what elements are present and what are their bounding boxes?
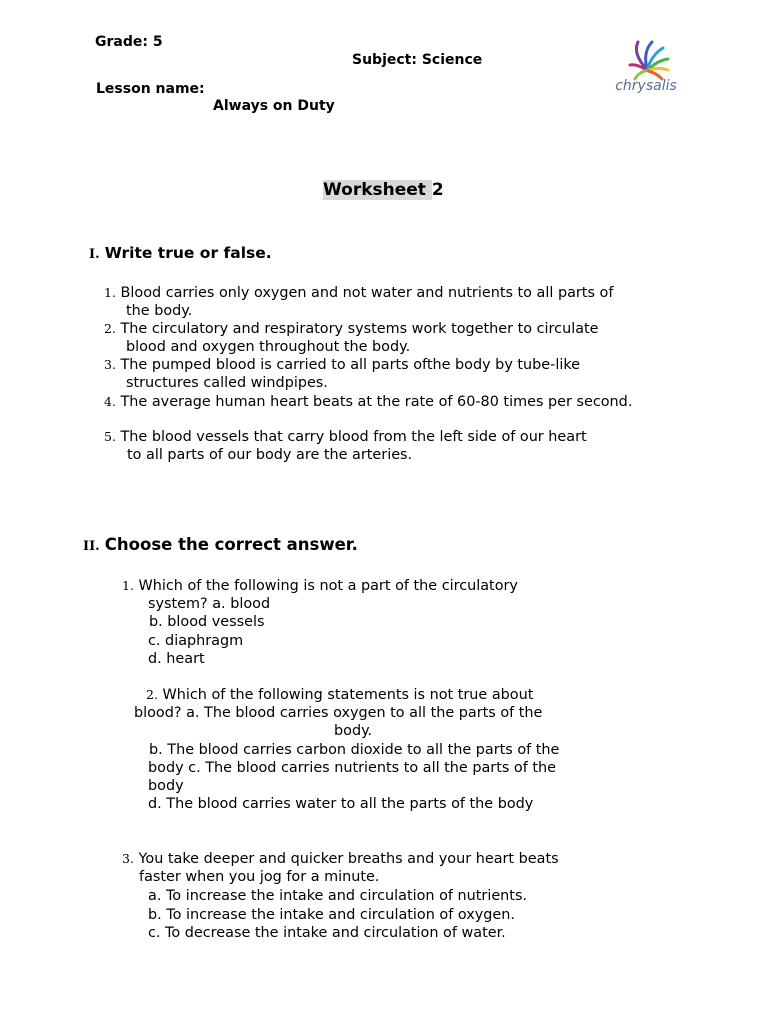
mcq-2-line3: body. bbox=[334, 723, 373, 739]
section-2-heading bbox=[83, 535, 358, 554]
mcq-number: 1. bbox=[122, 578, 134, 593]
tf-item-number: 1. bbox=[104, 285, 116, 300]
tf-item-number: 2. bbox=[104, 321, 116, 336]
grade-label: Grade: 5 bbox=[95, 34, 163, 50]
mcq-2-line6: body bbox=[148, 778, 184, 794]
tf-item-number: 3. bbox=[104, 357, 116, 372]
logo-text: chrysalis bbox=[615, 78, 677, 94]
tf-item-text: The pumped blood is carried to all parts ofthe body by tube-like bbox=[120, 357, 581, 373]
section-1-roman: I. bbox=[89, 247, 100, 262]
worksheet-title bbox=[323, 180, 444, 200]
section-1-title: Write true or false. bbox=[104, 244, 272, 262]
lesson-name: Always on Duty bbox=[213, 98, 335, 114]
tf-item-5-cont: to all parts of our body are the arteries. bbox=[127, 447, 413, 463]
mcq-2 bbox=[146, 686, 533, 704]
tf-item-number: 5. bbox=[104, 429, 116, 444]
butterfly-icon bbox=[608, 38, 684, 94]
section-2-roman: II. bbox=[83, 539, 100, 554]
section-2-title: Choose the correct answer. bbox=[104, 535, 358, 554]
mcq-3-option-c: c. To decrease the intake and circulation of water. bbox=[148, 925, 506, 941]
mcq-3-option-a: a. To increase the intake and circulation of nutrients. bbox=[148, 888, 528, 904]
worksheet-title-main: Worksheet bbox=[323, 180, 432, 200]
mcq-2-line7: d. The blood carries water to all the parts of the body bbox=[148, 796, 534, 812]
mcq-3 bbox=[122, 850, 559, 868]
tf-item-text: The blood vessels that carry blood from the left side of our heart bbox=[120, 429, 587, 445]
tf-item-2-cont: blood and oxygen throughout the body. bbox=[126, 339, 411, 355]
mcq-question-text: You take deeper and quicker breaths and your heart beats bbox=[138, 851, 559, 867]
mcq-1-line2: system? a. blood bbox=[148, 596, 271, 612]
tf-item-1-cont: the body. bbox=[126, 303, 193, 319]
section-1-heading bbox=[89, 243, 272, 262]
tf-item-5 bbox=[104, 428, 587, 446]
mcq-question-text: Which of the following is not a part of the circulatory bbox=[138, 578, 518, 594]
mcq-number: 3. bbox=[122, 851, 134, 866]
mcq-1-option-d: d. heart bbox=[148, 651, 205, 667]
mcq-2-line2: blood? a. The blood carries oxygen to all the parts of the bbox=[134, 705, 543, 721]
tf-item-3-cont: structures called windpipes. bbox=[126, 375, 328, 391]
subject-label: Subject: Science bbox=[352, 52, 483, 68]
chrysalis-logo bbox=[608, 38, 684, 94]
tf-item-4 bbox=[104, 393, 632, 411]
mcq-1-option-c: c. diaphragm bbox=[148, 633, 244, 649]
mcq-2-line5: body c. The blood carries nutrients to all the parts of the bbox=[148, 760, 556, 776]
mcq-number: 2. bbox=[146, 687, 158, 702]
tf-item-3 bbox=[104, 356, 580, 374]
tf-item-text: Blood carries only oxygen and not water and nutrients to all parts of bbox=[120, 285, 614, 301]
tf-item-number: 4. bbox=[104, 394, 116, 409]
mcq-2-line4: b. The blood carries carbon dioxide to all the parts of the bbox=[149, 742, 560, 758]
mcq-3-option-b: b. To increase the intake and circulation of oxygen. bbox=[148, 907, 515, 923]
lesson-label: Lesson name: bbox=[96, 81, 205, 97]
mcq-question-text: Which of the following statements is not true about bbox=[162, 687, 534, 703]
tf-item-text: The average human heart beats at the rate of 60-80 times per second. bbox=[120, 394, 633, 410]
worksheet-number: 2 bbox=[431, 180, 444, 200]
mcq-1 bbox=[122, 577, 518, 595]
tf-item-2 bbox=[104, 320, 599, 338]
mcq-3-line2: faster when you jog for a minute. bbox=[139, 869, 380, 885]
tf-item-1 bbox=[104, 284, 613, 302]
tf-item-text: The circulatory and respiratory systems work together to circulate bbox=[120, 321, 599, 337]
mcq-1-option-b: b. blood vessels bbox=[149, 614, 265, 630]
